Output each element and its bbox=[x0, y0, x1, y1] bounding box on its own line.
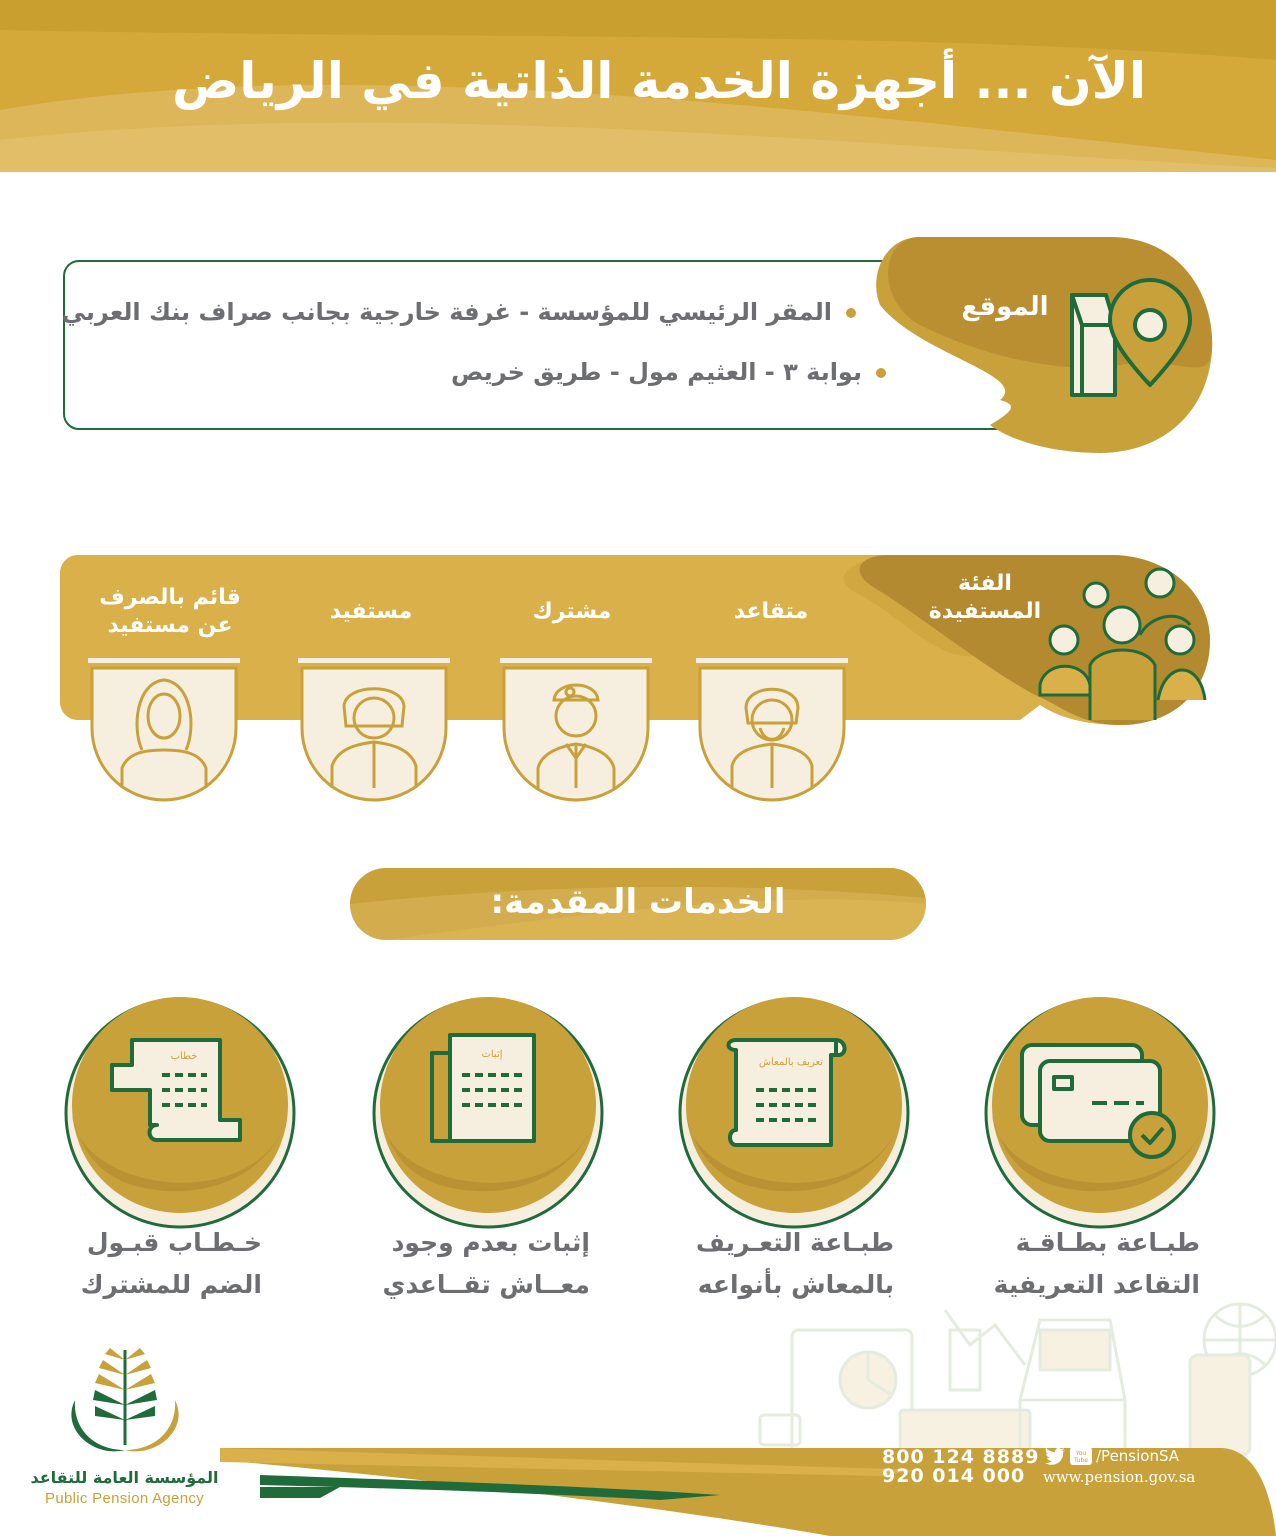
category-beneficiary-label: مستفيد bbox=[329, 599, 413, 624]
location-item bbox=[62, 298, 856, 326]
location-item-text: بوابة ٣ - العثيم مول - طريق خريص bbox=[450, 358, 862, 386]
page-title: الآن ... أجهزة الخدمة الذاتية في الرياض bbox=[172, 52, 1146, 110]
org-name-arabic: المؤسسة العامة للتقاعد bbox=[30, 1468, 219, 1487]
services-title: الخدمات المقدمة: bbox=[490, 882, 786, 922]
org-name-english: Public Pension Agency bbox=[45, 1490, 204, 1507]
category-retiree-label: متقاعد bbox=[733, 599, 809, 624]
beneficiary-label: الفئة المستفيدة bbox=[928, 571, 1042, 624]
service-label-line: بالمعاش بأنواعه bbox=[697, 1270, 894, 1299]
header-banner bbox=[0, 0, 1276, 172]
beneficiary-card bbox=[298, 658, 450, 804]
youtube-icon[interactable] bbox=[1070, 1447, 1092, 1465]
service-letter-label bbox=[0, 1222, 262, 1306]
social-handle[interactable]: /PensionSA bbox=[1096, 1447, 1180, 1465]
location-item bbox=[451, 358, 886, 386]
pension-certificate-icon bbox=[729, 1040, 845, 1145]
guardian-card bbox=[88, 658, 240, 804]
certificate-caption: تعريف بالمعاش bbox=[758, 1057, 824, 1068]
subscriber-card bbox=[500, 658, 652, 804]
retiree-card bbox=[696, 658, 848, 804]
service-label-line: خـطـاب قبـول bbox=[86, 1228, 262, 1257]
service-label-line: الضم للمشترك bbox=[80, 1270, 262, 1299]
location-label: الموقع bbox=[961, 292, 1049, 322]
location-item-text: المقر الرئيسي للمؤسسة - غرفة خارجية بجانب صراف بنك العربي bbox=[61, 298, 832, 326]
service-certificate-circle bbox=[676, 995, 912, 1231]
service-label-line: طبـاعة بطـاقـة bbox=[1015, 1228, 1200, 1257]
twitter-icon[interactable] bbox=[1044, 1447, 1066, 1465]
svg-text:Tube: Tube bbox=[1073, 1457, 1089, 1464]
bullet-dot bbox=[846, 308, 856, 318]
category-subscriber-label: مشترك bbox=[532, 599, 612, 624]
service-label-line: التقاعد التعريفية bbox=[993, 1270, 1200, 1299]
retirement-card-icon bbox=[1022, 1045, 1174, 1157]
letter-caption: خطاب bbox=[170, 1051, 198, 1062]
pension-agency-logo bbox=[55, 1340, 195, 1465]
location-tab bbox=[860, 235, 1220, 455]
bullet-dot bbox=[876, 368, 886, 378]
service-label-line: إثبات بعدم وجود bbox=[391, 1228, 590, 1257]
proof-caption: إثبات bbox=[481, 1049, 503, 1060]
service-card-circle bbox=[982, 995, 1218, 1231]
service-proof-label bbox=[310, 1222, 590, 1306]
service-label-line: معــاش تقــاعدي bbox=[382, 1270, 590, 1299]
service-letter-circle bbox=[62, 995, 298, 1231]
service-label-line: طبـاعة التعـريف bbox=[695, 1228, 894, 1257]
svg-text:You: You bbox=[1075, 1450, 1087, 1457]
phone-number-2[interactable]: 920 014 000 bbox=[882, 1465, 1026, 1487]
website-link[interactable]: www.pension.gov.sa bbox=[1043, 1468, 1196, 1486]
phone-number-1[interactable]: 800 124 8889 bbox=[882, 1446, 1040, 1468]
category-guardian-label: قائم بالصرف عن مستفيد bbox=[99, 585, 241, 638]
service-proof-circle bbox=[370, 995, 606, 1231]
